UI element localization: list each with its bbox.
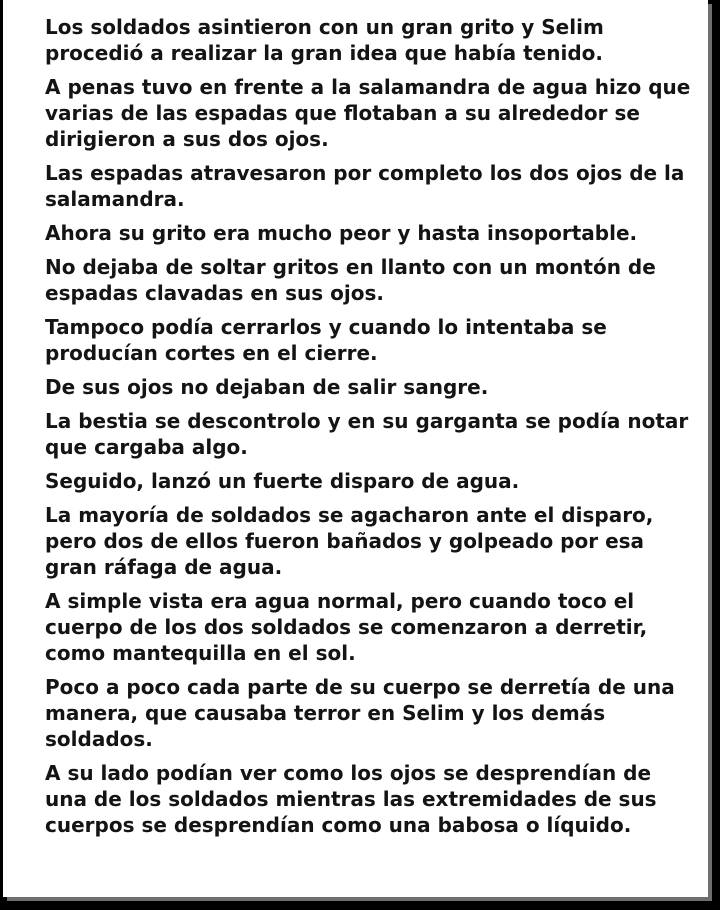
paragraph: Poco a poco cada parte de su cuerpo se derretía de una manera, que causaba terror en Selim y los demás soldados. <box>45 675 675 751</box>
paragraph: Ahora su grito era mucho peor y hasta insoportable. <box>45 221 638 245</box>
paragraph: A su lado podían ver como los ojos se desprendían de una de los soldados mientras las extremidades de sus cuerpos se desprendían como una babosa o líquido. <box>45 761 657 837</box>
paragraph: Las espadas atravesaron por completo los dos ojos de la salamandra. <box>45 161 685 211</box>
paragraph: Tampoco podía cerrarlos y cuando lo intentaba se producían cortes en el cierre. <box>45 315 607 365</box>
paragraph: De sus ojos no dejaban de salir sangre. <box>45 375 489 399</box>
document-page <box>3 0 708 897</box>
paragraph: No dejaba de soltar gritos en llanto con un montón de espadas clavadas en sus ojos. <box>45 255 656 305</box>
paragraph: Seguido, lanzó un fuerte disparo de agua. <box>45 469 520 493</box>
paragraph: La bestia se descontrolo y en su garganta se podía notar que cargaba algo. <box>45 409 689 459</box>
paragraph: A simple vista era agua normal, pero cuando toco el cuerpo de los dos soldados se comenzaron a derretir, como mantequilla en el sol. <box>45 589 648 665</box>
document-body <box>45 14 695 846</box>
paragraph: Los soldados asintieron con un gran grito y Selim procedió a realizar la gran idea que había tenido. <box>45 15 604 65</box>
paragraph: La mayoría de soldados se agacharon ante el disparo, pero dos de ellos fueron bañados y golpeado por esa gran ráfaga de agua. <box>45 503 654 579</box>
paragraph: A penas tuvo en frente a la salamandra de agua hizo que varias de las espadas que flotaban a su alrededor se dirigieron a sus dos ojos. <box>45 75 691 151</box>
